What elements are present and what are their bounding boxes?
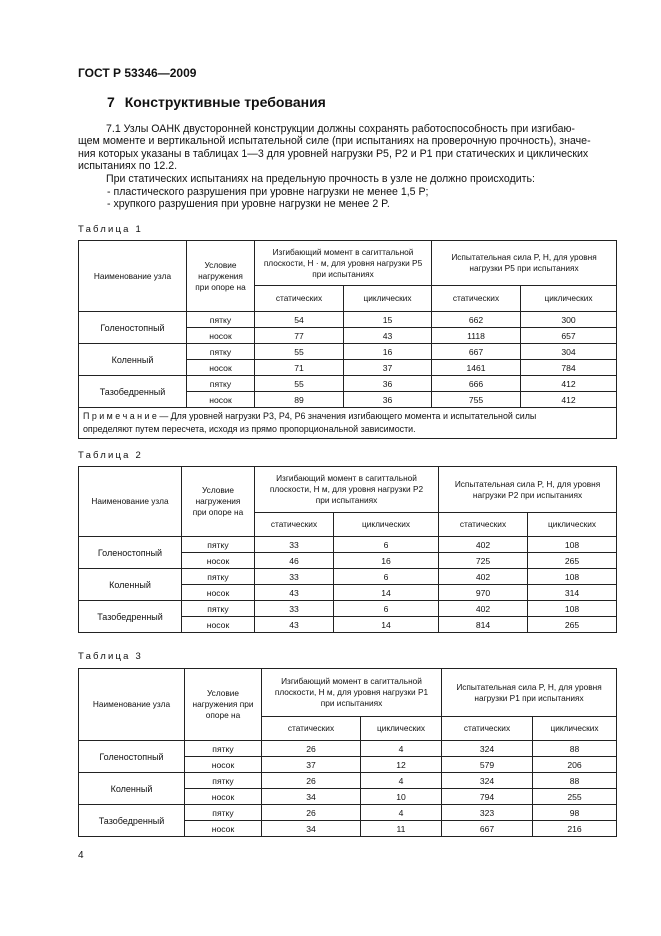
cell: 26 bbox=[262, 741, 361, 757]
cell: 265 bbox=[528, 617, 617, 633]
cell: 55 bbox=[255, 376, 344, 392]
cell: 88 bbox=[533, 773, 617, 789]
cell: пятку bbox=[182, 537, 255, 553]
cell: пятку bbox=[187, 312, 255, 328]
cell: носок bbox=[182, 585, 255, 601]
cell: 402 bbox=[439, 601, 528, 617]
table-row bbox=[79, 773, 617, 789]
cell: 36 bbox=[344, 392, 432, 408]
cell: 43 bbox=[255, 585, 334, 601]
cell: 402 bbox=[439, 569, 528, 585]
cell: 16 bbox=[334, 553, 439, 569]
cell: 108 bbox=[528, 569, 617, 585]
cell: 666 bbox=[432, 376, 521, 392]
table-row bbox=[79, 741, 617, 757]
cell: 12 bbox=[361, 757, 442, 773]
cell: 657 bbox=[521, 328, 617, 344]
joint-name: Тазобедренный bbox=[79, 376, 187, 408]
header-force: Испытательная сила P, Н, для уровня нагрузки Р2 при испытаниях bbox=[439, 467, 617, 513]
table-note: П р и м е ч а н и е — Для уровней нагрузки Р3, Р4, Р6 значения изгибающего момента и испытательной силы определяют путем пересчета, исходя из прямо пропорциональной зависимости. bbox=[79, 408, 617, 439]
subheader-static: статических bbox=[262, 717, 361, 741]
header-joint: Наименование узла bbox=[79, 241, 187, 312]
cell: 324 bbox=[442, 741, 533, 757]
cell: 255 bbox=[533, 789, 617, 805]
document-code: ГОСТ Р 53346—2009 bbox=[78, 66, 197, 80]
table-row bbox=[79, 376, 617, 392]
cell: 33 bbox=[255, 601, 334, 617]
text-line: При статических испытаниях на предельную прочность в узле не должно происходить: bbox=[106, 173, 535, 185]
cell: 412 bbox=[521, 376, 617, 392]
cell: 6 bbox=[334, 601, 439, 617]
table-note-row bbox=[79, 408, 617, 439]
cell: пятку bbox=[182, 569, 255, 585]
cell: 11 bbox=[361, 821, 442, 837]
table-3-caption: Таблица 3 bbox=[78, 651, 143, 662]
cell: пятку bbox=[187, 344, 255, 360]
cell: носок bbox=[187, 360, 255, 376]
cell: 304 bbox=[521, 344, 617, 360]
header-condition: Условие нагружения при опоре на bbox=[187, 241, 255, 312]
cell: пятку bbox=[182, 601, 255, 617]
cell: 6 bbox=[334, 537, 439, 553]
cell: 89 bbox=[255, 392, 344, 408]
subheader-cyclic: циклических bbox=[334, 513, 439, 537]
header-force: Испытательная сила P, Н, для уровня нагрузки Р5 при испытаниях bbox=[432, 241, 617, 286]
cell: 33 bbox=[255, 537, 334, 553]
cell: 33 bbox=[255, 569, 334, 585]
cell: 108 bbox=[528, 601, 617, 617]
cell: 402 bbox=[439, 537, 528, 553]
header-moment: Изгибающий момент в сагиттальной плоскости, Н · м, для уровня нагрузки Р5 при испытаниях bbox=[255, 241, 432, 286]
joint-name: Тазобедренный bbox=[79, 601, 182, 633]
cell: пятку bbox=[187, 376, 255, 392]
cell: 784 bbox=[521, 360, 617, 376]
cell: 34 bbox=[262, 821, 361, 837]
subheader-static: статических bbox=[432, 286, 521, 312]
bullet-plastic: - пластического разрушения при уровне нагрузки не менее 1,5 P; bbox=[107, 186, 429, 198]
cell: 15 bbox=[344, 312, 432, 328]
table-1 bbox=[78, 240, 617, 439]
cell: 265 bbox=[528, 553, 617, 569]
cell: 412 bbox=[521, 392, 617, 408]
cell: 16 bbox=[344, 344, 432, 360]
table-3 bbox=[78, 668, 617, 837]
cell: 814 bbox=[439, 617, 528, 633]
table-row bbox=[79, 344, 617, 360]
cell: носок bbox=[182, 553, 255, 569]
header-joint: Наименование узла bbox=[79, 669, 185, 741]
page-number: 4 bbox=[78, 850, 84, 861]
cell: 71 bbox=[255, 360, 344, 376]
cell: 300 bbox=[521, 312, 617, 328]
cell: 43 bbox=[344, 328, 432, 344]
cell: 755 bbox=[432, 392, 521, 408]
bullet-brittle: - хрупкого разрушения при уровне нагрузки не менее 2 P. bbox=[107, 198, 390, 210]
table-1-caption: Таблица 1 bbox=[78, 224, 143, 235]
cell: пятку bbox=[185, 773, 262, 789]
cell: 26 bbox=[262, 805, 361, 821]
joint-name: Голеностопный bbox=[79, 312, 187, 344]
cell: носок bbox=[185, 821, 262, 837]
joint-name: Тазобедренный bbox=[79, 805, 185, 837]
cell: 14 bbox=[334, 585, 439, 601]
header-condition: Условие нагружения при опоре на bbox=[182, 467, 255, 537]
cell: 108 bbox=[528, 537, 617, 553]
cell: 54 bbox=[255, 312, 344, 328]
cell: носок bbox=[187, 328, 255, 344]
text-line: 7.1 Узлы ОАНК двусторонней конструкции должны сохранять работоспособность при изгибаю- bbox=[106, 123, 575, 135]
table-2-caption: Таблица 2 bbox=[78, 450, 143, 461]
cell: 725 bbox=[439, 553, 528, 569]
table-2 bbox=[78, 466, 617, 633]
joint-name: Голеностопный bbox=[79, 741, 185, 773]
text-line: ния которых указаны в таблицах 1—3 для уровней нагрузки Р5, Р2 и Р1 при статических и циклических bbox=[78, 147, 589, 160]
cell: 37 bbox=[262, 757, 361, 773]
cell: 216 bbox=[533, 821, 617, 837]
cell: 667 bbox=[432, 344, 521, 360]
cell: 323 bbox=[442, 805, 533, 821]
cell: 14 bbox=[334, 617, 439, 633]
cell: пятку bbox=[185, 741, 262, 757]
joint-name: Коленный bbox=[79, 773, 185, 805]
table-row bbox=[79, 569, 617, 585]
subheader-static: статических bbox=[255, 513, 334, 537]
cell: 794 bbox=[442, 789, 533, 805]
cell: носок bbox=[182, 617, 255, 633]
cell: носок bbox=[185, 789, 262, 805]
cell: носок bbox=[187, 392, 255, 408]
header-moment: Изгибающий момент в сагиттальной плоскости, Н м, для уровня нагрузки Р2 при испытаниях bbox=[255, 467, 439, 513]
paragraph-static-tests bbox=[78, 173, 618, 185]
paragraph-7-1 bbox=[78, 123, 618, 173]
cell: 1118 bbox=[432, 328, 521, 344]
text-line: испытаниях по 12.2. bbox=[78, 160, 178, 173]
cell: 4 bbox=[361, 741, 442, 757]
table-row bbox=[79, 537, 617, 553]
section-title: Конструктивные требования bbox=[124, 94, 326, 110]
cell: 970 bbox=[439, 585, 528, 601]
joint-name: Коленный bbox=[79, 344, 187, 376]
cell: пятку bbox=[185, 805, 262, 821]
cell: 667 bbox=[442, 821, 533, 837]
joint-name: Коленный bbox=[79, 569, 182, 601]
cell: носок bbox=[185, 757, 262, 773]
subheader-static: статических bbox=[439, 513, 528, 537]
text-line: щем моменте и вертикальной испытательной силе (при испытаниях на проверочную прочность), значе- bbox=[78, 135, 591, 148]
header-condition: Условие нагружения при опоре на bbox=[185, 669, 262, 741]
cell: 37 bbox=[344, 360, 432, 376]
subheader-cyclic: циклических bbox=[361, 717, 442, 741]
cell: 88 bbox=[533, 741, 617, 757]
cell: 10 bbox=[361, 789, 442, 805]
cell: 4 bbox=[361, 805, 442, 821]
table-row bbox=[79, 805, 617, 821]
cell: 1461 bbox=[432, 360, 521, 376]
table-row bbox=[79, 601, 617, 617]
header-moment: Изгибающий момент в сагиттальной плоскости, Н м, для уровня нагрузки Р1 при испытаниях bbox=[262, 669, 442, 717]
subheader-static: статических bbox=[442, 717, 533, 741]
cell: 98 bbox=[533, 805, 617, 821]
cell: 34 bbox=[262, 789, 361, 805]
cell: 6 bbox=[334, 569, 439, 585]
cell: 579 bbox=[442, 757, 533, 773]
cell: 4 bbox=[361, 773, 442, 789]
cell: 314 bbox=[528, 585, 617, 601]
header-joint: Наименование узла bbox=[79, 467, 182, 537]
cell: 662 bbox=[432, 312, 521, 328]
cell: 26 bbox=[262, 773, 361, 789]
cell: 46 bbox=[255, 553, 334, 569]
cell: 55 bbox=[255, 344, 344, 360]
cell: 43 bbox=[255, 617, 334, 633]
header-force: Испытательная сила P, Н, для уровня нагрузки Р1 при испытаниях bbox=[442, 669, 617, 717]
subheader-cyclic: циклических bbox=[528, 513, 617, 537]
section-number: 7 bbox=[107, 94, 115, 110]
cell: 206 bbox=[533, 757, 617, 773]
cell: 77 bbox=[255, 328, 344, 344]
joint-name: Голеностопный bbox=[79, 537, 182, 569]
subheader-cyclic: циклических bbox=[344, 286, 432, 312]
cell: 324 bbox=[442, 773, 533, 789]
cell: 36 bbox=[344, 376, 432, 392]
section-heading bbox=[107, 94, 326, 110]
subheader-cyclic: циклических bbox=[521, 286, 617, 312]
table-row bbox=[79, 312, 617, 328]
subheader-cyclic: циклических bbox=[533, 717, 617, 741]
subheader-static: статических bbox=[255, 286, 344, 312]
